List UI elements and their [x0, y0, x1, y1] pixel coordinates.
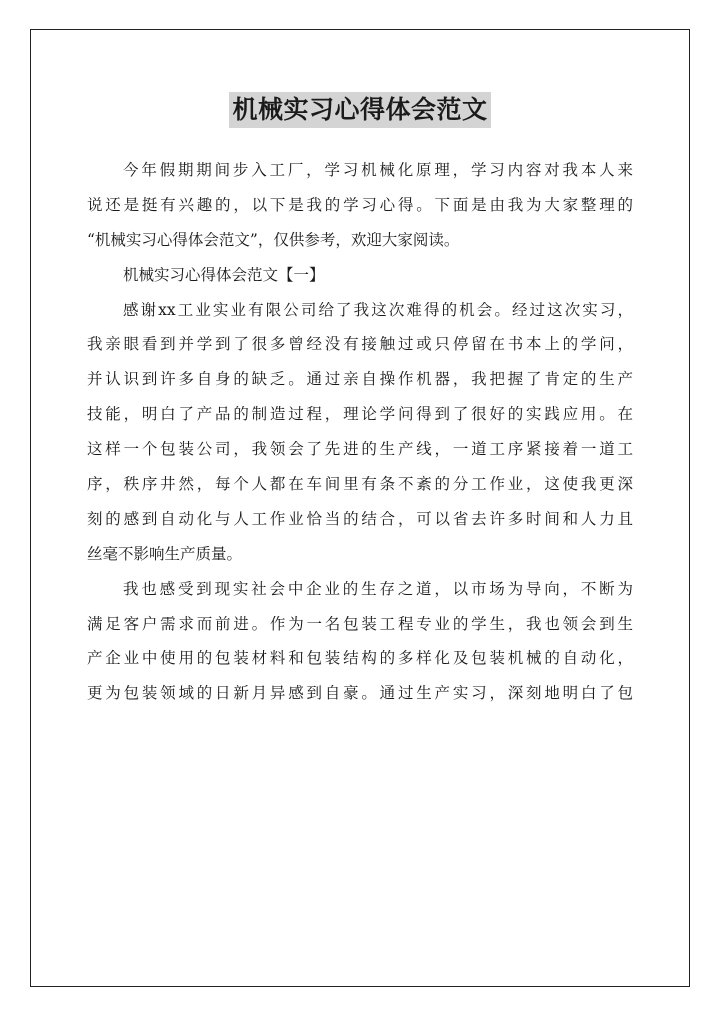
text-line: 这样一个包装公司，我领会了先进的生产线，一道工序紧接着一道工: [87, 440, 633, 459]
text-line: 说还是挺有兴趣的，以下是我的学习心得。下面是由我为大家整理的: [87, 195, 633, 214]
text-line: 感谢xx工业实业有限公司给了我这次难得的机会。经过这次实习，: [123, 300, 633, 319]
text-line: “机械实习心得体会范文”，仅供参考，欢迎大家阅读。: [87, 230, 460, 249]
text-line: 刻的感到自动化与人工作业恰当的结合，可以省去许多时间和人力且: [87, 509, 633, 528]
paragraph-intro: [87, 153, 633, 258]
document-title: [0, 88, 720, 128]
paragraph-2: [87, 572, 633, 712]
text-line: 并认识到许多自身的缺乏。通过亲自操作机器，我把握了肯定的生产: [87, 370, 633, 389]
text-line: 序，秩序井然，每个人都在车间里有条不紊的分工作业，这使我更深: [87, 475, 633, 494]
text-line: 今年假期期间步入工厂，学习机械化原理，学习内容对我本人来: [123, 161, 633, 179]
text-line: 满足客户需求而前进。作为一名包装工程专业的学生，我也领会到生: [87, 614, 633, 633]
section-heading: [87, 258, 633, 293]
text-line: 我亲眼看到并学到了很多曾经没有接触过或只停留在书本上的学问，: [87, 335, 633, 354]
text-line: 丝毫不影响生产质量。: [87, 544, 243, 563]
text-line: 产企业中使用的包装材料和包装结构的多样化及包装机械的自动化，: [87, 649, 633, 668]
document-body: [87, 153, 633, 711]
text-line: 机械实习心得体会范文【一】: [123, 265, 325, 284]
text-line: 技能，明白了产品的制造过程，理论学问得到了很好的实践应用。在: [87, 405, 633, 424]
text-line: 更为包装领域的日新月异感到自豪。通过生产实习，深刻地明白了包: [87, 684, 633, 703]
paragraph-1: [87, 293, 633, 572]
text-line: 我也感受到现实社会中企业的生存之道，以市场为导向，不断为: [123, 579, 633, 598]
document-title-text: 机械实习心得体会范文: [229, 92, 490, 128]
